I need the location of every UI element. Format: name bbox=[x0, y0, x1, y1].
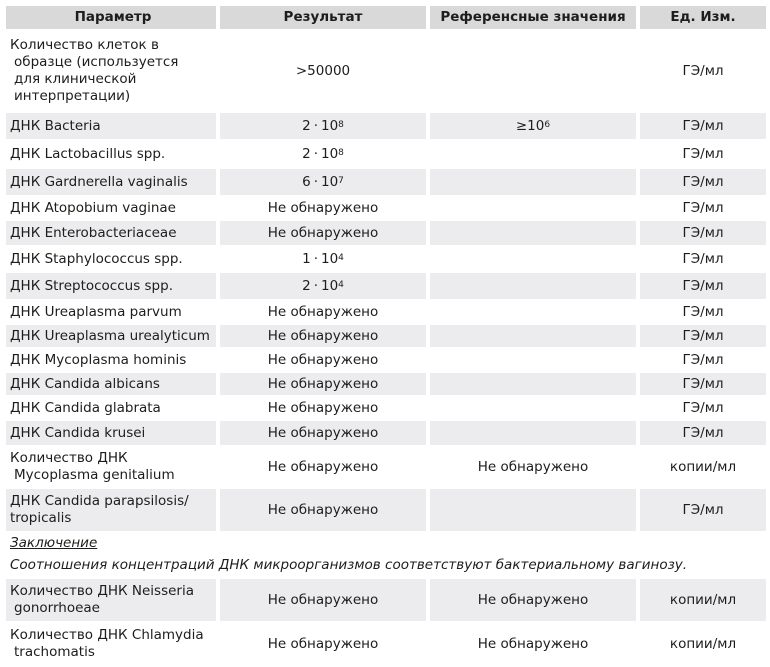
result-cell: Не обнаружено bbox=[267, 635, 379, 652]
unit-cell: ГЭ/мл bbox=[682, 62, 724, 79]
parameter-cell: ДНК Candida glabrata bbox=[10, 399, 161, 416]
parameter-cell bbox=[6, 489, 216, 531]
result-cell: 6 · 10 $^7$ bbox=[220, 169, 426, 195]
result-mantissa: 2 bbox=[302, 277, 311, 294]
table-row bbox=[6, 197, 766, 219]
table-row bbox=[6, 349, 766, 371]
result-base: 10 bbox=[320, 117, 339, 134]
unit-cell: ГЭ/мл bbox=[640, 373, 766, 395]
parameter-cell: ДНК Mycoplasma hominis bbox=[10, 351, 187, 368]
lab-report bbox=[6, 6, 766, 667]
unit-cell: копии/мл bbox=[669, 635, 737, 652]
parameter-cell bbox=[6, 447, 216, 487]
parameter-cell: ДНК Streptococcus spp. bbox=[6, 273, 216, 299]
result-cell: Не обнаружено bbox=[220, 373, 426, 395]
reference-cell bbox=[430, 141, 636, 167]
parameter-line: Количество ДНК Chlamydia bbox=[10, 627, 204, 643]
multiply-dot: · bbox=[313, 250, 318, 267]
reference-cell bbox=[430, 373, 636, 395]
parameter-line: ДНК Candida parapsilosis/ bbox=[10, 493, 189, 509]
parameter-line: gonorrhoeae bbox=[14, 600, 100, 616]
reference-cell bbox=[430, 489, 636, 531]
parameter-cell bbox=[6, 579, 216, 621]
result-cell: Не обнаружено bbox=[220, 489, 426, 531]
reference-cell bbox=[430, 273, 636, 299]
table-row bbox=[6, 113, 766, 139]
table-row bbox=[6, 221, 766, 245]
result-mantissa: 2 bbox=[302, 145, 311, 162]
unit-cell: ГЭ/мл bbox=[640, 169, 766, 195]
result-cell: Не обнаружено bbox=[220, 579, 426, 621]
result-base: 10 bbox=[320, 250, 339, 267]
parameter-cell: ДНК Ureaplasma parvum bbox=[10, 303, 182, 320]
result-mantissa: 6 bbox=[302, 173, 311, 190]
result-cell: Не обнаружено bbox=[267, 399, 379, 416]
table-row bbox=[6, 373, 766, 395]
unit-cell: ГЭ/мл bbox=[682, 145, 724, 162]
reference-cell bbox=[430, 247, 636, 271]
table-row bbox=[6, 325, 766, 347]
parameter-cell: ДНК Gardnerella vaginalis bbox=[6, 169, 216, 195]
table-row bbox=[6, 273, 766, 299]
result-cell: 2 · 10 $^8$ bbox=[302, 145, 344, 162]
table-row bbox=[6, 489, 766, 531]
reference-cell: Не обнаружено bbox=[430, 579, 636, 621]
conclusion-title: Заключение bbox=[10, 535, 98, 551]
result-cell: 2 · 10 $^8$ bbox=[220, 113, 426, 139]
reference-cell: Не обнаружено bbox=[477, 458, 589, 475]
unit-cell: ГЭ/мл bbox=[682, 399, 724, 416]
unit-cell: ГЭ/мл bbox=[640, 221, 766, 245]
header-unit: Ед. Изм. bbox=[640, 6, 766, 29]
unit-cell: ГЭ/мл bbox=[682, 199, 724, 216]
unit-cell: ГЭ/мл bbox=[682, 250, 724, 267]
table-row bbox=[6, 169, 766, 195]
result-mantissa: 2 bbox=[302, 117, 311, 134]
parameter-cell: ДНК Ureaplasma urealyticum bbox=[6, 325, 216, 347]
unit-cell: ГЭ/мл bbox=[640, 325, 766, 347]
header-parameter: Параметр bbox=[6, 6, 216, 29]
multiply-dot: · bbox=[313, 173, 318, 190]
result-cell: Не обнаружено bbox=[220, 221, 426, 245]
result-base: 10 bbox=[320, 173, 339, 190]
parameter-line: для клинической bbox=[14, 71, 137, 87]
unit-cell: копии/мл bbox=[640, 579, 766, 621]
result-cell: Не обнаружено bbox=[220, 325, 426, 347]
result-cell: Не обнаружено bbox=[267, 303, 379, 320]
result-cell: Не обнаружено bbox=[220, 421, 426, 445]
table-header-row bbox=[6, 6, 766, 29]
parameter-line: Количество ДНК Neisseria bbox=[10, 583, 194, 599]
parameter-cell bbox=[6, 31, 216, 111]
reference-cell bbox=[430, 197, 636, 219]
table-row bbox=[6, 421, 766, 445]
table-row bbox=[6, 31, 766, 111]
header-result: Результат bbox=[220, 6, 426, 29]
parameter-cell: ДНК Bacteria bbox=[6, 113, 216, 139]
reference-cell bbox=[430, 397, 636, 419]
reference-cell bbox=[430, 221, 636, 245]
parameter-line: trachomatis bbox=[14, 644, 95, 660]
unit-cell: ГЭ/мл bbox=[640, 421, 766, 445]
parameter-cell: ДНК Lactobacillus spp. bbox=[10, 145, 166, 162]
parameter-cell bbox=[6, 623, 216, 665]
table-row bbox=[6, 397, 766, 419]
table-row bbox=[6, 141, 766, 167]
table-row bbox=[6, 447, 766, 487]
conclusion-text: Соотношения концентраций ДНК микроорганизмов соответствуют бактериальному вагинозу. bbox=[10, 557, 688, 573]
table-row bbox=[6, 247, 766, 271]
table-row bbox=[6, 623, 766, 665]
result-base: 10 bbox=[320, 277, 339, 294]
result-cell: Не обнаружено bbox=[267, 351, 379, 368]
result-mantissa: 1 bbox=[302, 250, 311, 267]
parameter-line: интерпретации) bbox=[14, 88, 131, 104]
unit-cell: ГЭ/мл bbox=[640, 113, 766, 139]
parameter-cell: ДНК Enterobacteriaceae bbox=[6, 221, 216, 245]
parameter-cell: ДНК Candida albicans bbox=[6, 373, 216, 395]
unit-cell: ГЭ/мл bbox=[640, 489, 766, 531]
reference-cell: ≥10 $^6$ bbox=[430, 113, 636, 139]
parameter-line: Количество ДНК bbox=[10, 450, 128, 466]
unit-cell: ГЭ/мл bbox=[682, 351, 724, 368]
parameter-cell: ДНК Atopobium vaginae bbox=[10, 199, 176, 216]
table-row bbox=[6, 301, 766, 323]
header-reference: Референсные значения bbox=[430, 6, 636, 29]
parameter-line: tropicalis bbox=[10, 510, 72, 526]
reference-cell bbox=[430, 325, 636, 347]
reference-cell bbox=[430, 301, 636, 323]
reference-cell bbox=[430, 421, 636, 445]
multiply-dot: · bbox=[313, 277, 318, 294]
result-base: 10 bbox=[320, 145, 339, 162]
parameter-line: образце (используется bbox=[14, 54, 179, 70]
reference-prefix: ≥10 bbox=[515, 117, 545, 134]
result-cell: Не обнаружено bbox=[267, 458, 379, 475]
unit-cell: ГЭ/мл bbox=[640, 273, 766, 299]
parameter-cell: ДНК Staphylococcus spp. bbox=[10, 250, 183, 267]
unit-cell: копии/мл bbox=[669, 458, 737, 475]
multiply-dot: · bbox=[313, 117, 318, 134]
parameter-line: Количество клеток в bbox=[10, 37, 159, 53]
table-row bbox=[6, 579, 766, 621]
result-cell: >50000 bbox=[295, 62, 351, 79]
multiply-dot: · bbox=[313, 145, 318, 162]
reference-cell bbox=[430, 349, 636, 371]
result-cell: Не обнаружено bbox=[267, 199, 379, 216]
unit-cell: ГЭ/мл bbox=[682, 303, 724, 320]
reference-cell bbox=[430, 169, 636, 195]
result-cell: 1 · 10 $^4$ bbox=[302, 250, 344, 267]
reference-cell: Не обнаружено bbox=[477, 635, 589, 652]
reference-cell bbox=[430, 31, 636, 111]
parameter-cell: ДНК Candida krusei bbox=[6, 421, 216, 445]
parameter-line: Mycoplasma genitalium bbox=[14, 467, 175, 483]
result-cell: 2 · 10 $^4$ bbox=[220, 273, 426, 299]
